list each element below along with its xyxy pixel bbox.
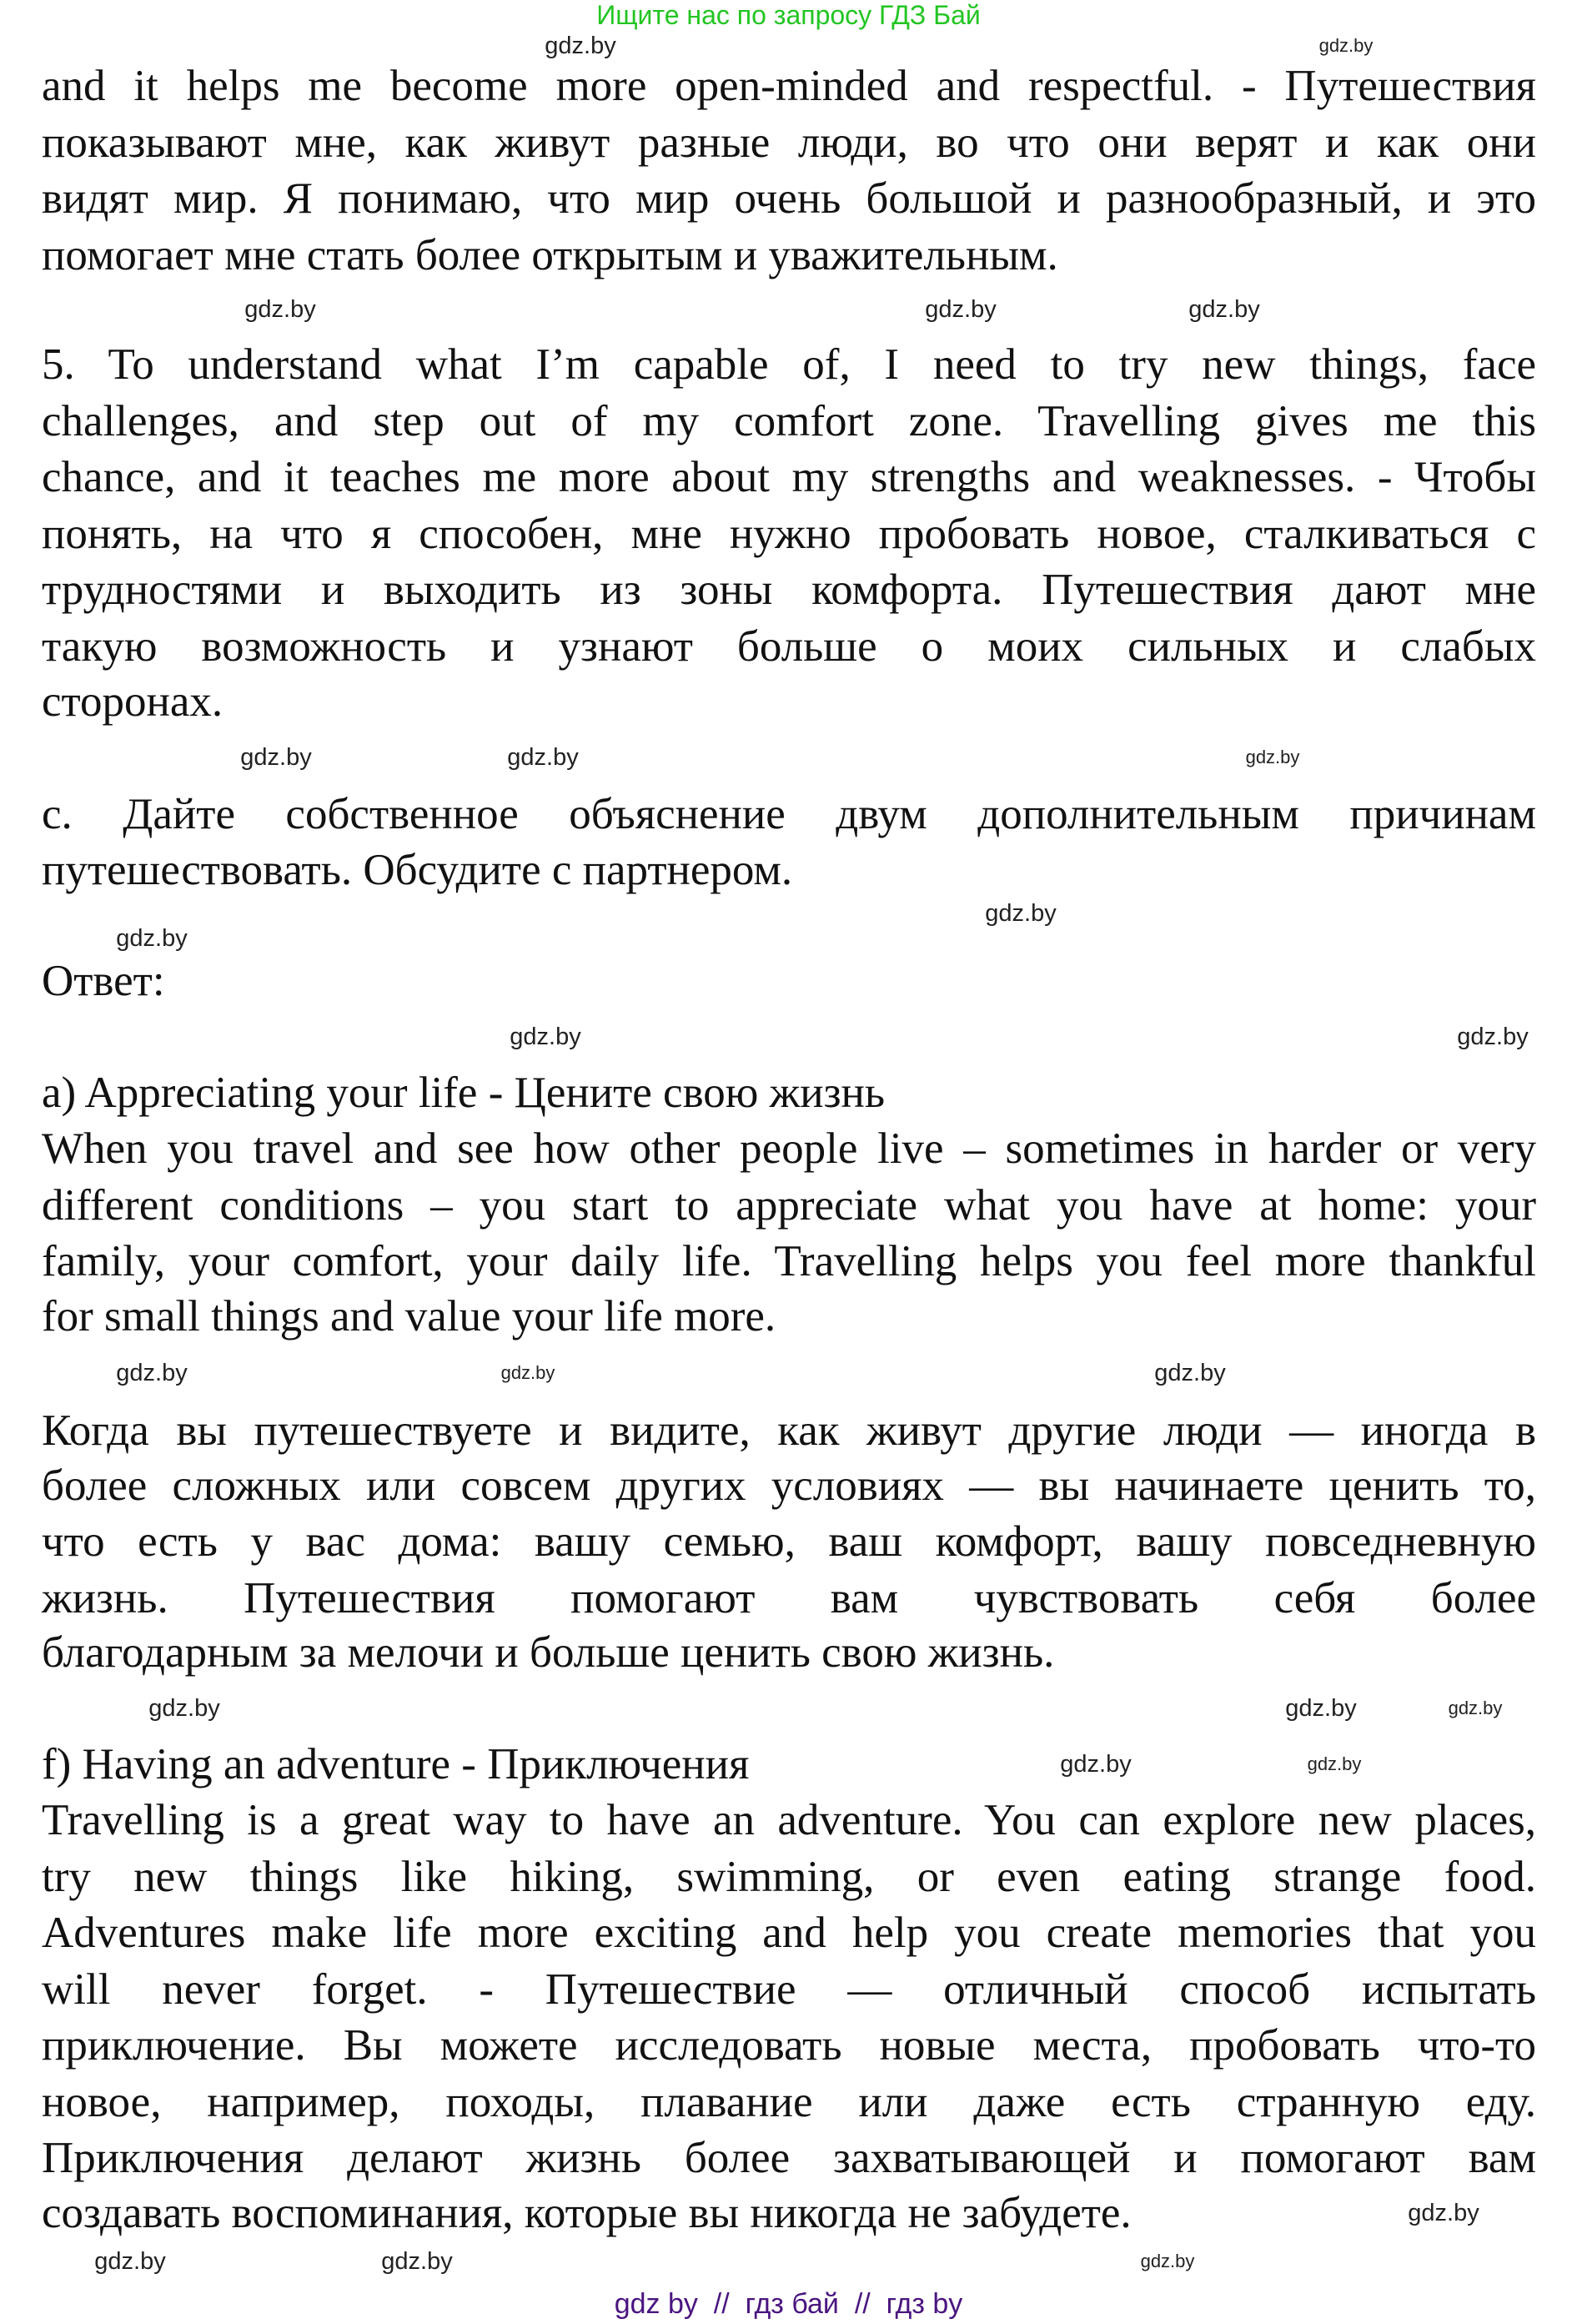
- watermark: gdz.by: [507, 744, 579, 771]
- watermark: gdz.by: [1285, 1695, 1357, 1722]
- watermark: gdz.by: [925, 296, 997, 323]
- text-line: different conditions – you start to appreciate what you have at home: your: [42, 1180, 1536, 1230]
- text-line: a) Appreciating your life - Цените свою жизнь: [42, 1068, 886, 1117]
- watermark: gdz.by: [116, 1360, 188, 1386]
- text-line: c. Дайте собственное объяснение двум дополнительным причинам: [42, 789, 1536, 838]
- watermark: gdz.by: [545, 33, 616, 59]
- text-line: путешествовать. Обсудите с партнером.: [42, 846, 793, 895]
- watermark: gdz.by: [381, 2248, 453, 2275]
- watermark: gdz.by: [510, 1024, 581, 1050]
- watermark: gdz.by: [985, 900, 1057, 927]
- text-line: When you travel and see how other people live – sometimes in harder or very: [42, 1124, 1536, 1174]
- text-line: жизнь. Путешествия помогают вам чувствовать себя более: [42, 1573, 1536, 1622]
- text-line: более сложных или совсем других условиях — вы начинаете ценить то,: [42, 1461, 1536, 1510]
- text-line: понять, на что я способен, мне нужно пробовать новое, сталкиваться с: [42, 509, 1536, 558]
- text-line: family, your comfort, your daily life. Travelling helps you feel more thankful: [42, 1237, 1536, 1286]
- watermark: gdz.by: [240, 744, 312, 771]
- text-line: Ответ:: [42, 957, 165, 1006]
- text-line: помогает мне стать более открытым и уважительным.: [42, 230, 1058, 279]
- text-line: такую возможность и узнают больше о моих сильных и слабых: [42, 621, 1536, 671]
- text-line: Travelling is a great way to have an adventure. You can explore new places,: [42, 1796, 1536, 1845]
- text-line: что есть у вас дома: вашу семью, ваш комфорт, вашу повседневную: [42, 1517, 1536, 1567]
- watermark: gdz.by: [1318, 35, 1374, 56]
- text-line: видят мир. Я понимаю, что мир очень большой и разнообразный, и это: [42, 174, 1536, 224]
- watermark: gdz.by: [116, 925, 188, 952]
- text-line: Adventures make life more exciting and help you create memories that you: [42, 1909, 1536, 1958]
- watermark: gdz.by: [1060, 1751, 1132, 1778]
- text-line: новое, например, походы, плавание или даже есть странную еду.: [42, 2077, 1536, 2126]
- text-line: Приключения делают жизнь более захватывающей и помогают вам: [42, 2134, 1536, 2183]
- watermark: gdz.by: [500, 1362, 555, 1383]
- watermark: gdz.by: [148, 1695, 220, 1722]
- watermark: gdz.by: [244, 296, 316, 323]
- text-line: благодарным за мелочи и больше ценить свою жизнь.: [42, 1628, 1055, 1678]
- watermark: gdz.by: [1457, 1024, 1529, 1050]
- watermark: gdz.by: [1448, 1698, 1503, 1718]
- text-line: Когда вы путешествуете и видите, как живут другие люди — иногда в: [42, 1406, 1536, 1455]
- text-line: 5. To understand what I’m capable of, I need to try new things, face: [42, 340, 1536, 390]
- watermark: gdz.by: [1188, 296, 1260, 323]
- watermark: gdz.by: [1154, 1360, 1226, 1386]
- watermark: gdz.by: [94, 2248, 166, 2275]
- text-line: try new things like hiking, swimming, or even eating strange food.: [42, 1852, 1536, 1901]
- footer-links[interactable]: gdz by // гдз бай // гдз by: [614, 2288, 963, 2320]
- watermark: gdz.by: [1408, 2200, 1479, 2226]
- text-line: chance, and it teaches me more about my strengths and weaknesses. - Чтобы: [42, 453, 1536, 502]
- text-line: трудностями и выходить из зоны комфорта. Путешествия дают мне: [42, 566, 1536, 615]
- text-line: приключение. Вы можете исследовать новые места, пробовать что-то: [42, 2021, 1536, 2070]
- watermark: gdz.by: [1140, 2251, 1195, 2271]
- text-line: will never forget. - Путешествие — отличный способ испытать: [42, 1964, 1536, 2014]
- watermark: gdz.by: [1307, 1753, 1362, 1774]
- text-line: создавать воспоминания, которые вы никогда не забудете.: [42, 2189, 1132, 2238]
- watermark: gdz.by: [1245, 747, 1300, 767]
- text-line: показывают мне, как живут разные люди, во что они верят и как они: [42, 118, 1536, 167]
- search-banner: Ищите нас по запросу ГДЗ Бай: [596, 0, 981, 30]
- text-line: f) Having an adventure - Приключения: [42, 1739, 750, 1788]
- text-line: for small things and value your life more.: [42, 1291, 776, 1341]
- text-line: challenges, and step out of my comfort zone. Travelling gives me this: [42, 396, 1536, 445]
- text-line: and it helps me become more open-minded and respectful. - Путешествия: [42, 62, 1536, 111]
- text-line: сторонах.: [42, 677, 223, 726]
